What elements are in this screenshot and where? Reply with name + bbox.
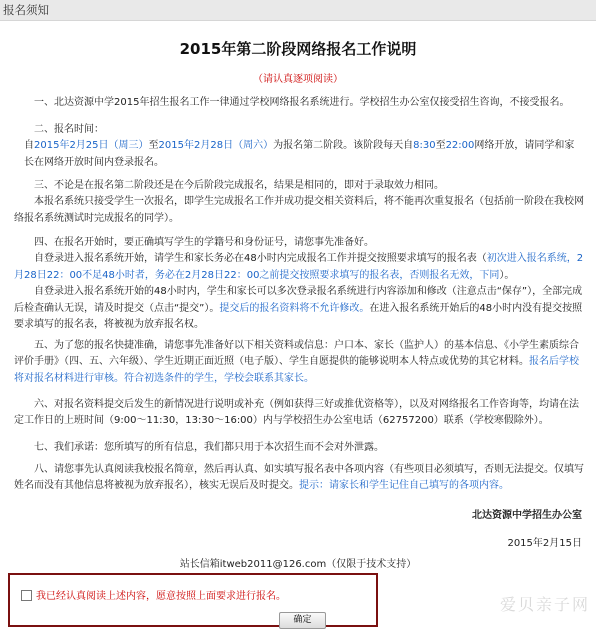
window-title: 报名须知 xyxy=(3,3,49,17)
signature-date: 2015年2月15日 xyxy=(507,538,582,549)
section-2 xyxy=(14,122,584,171)
agree-checkbox[interactable] xyxy=(21,590,32,601)
window-titlebar xyxy=(0,0,596,21)
section-3: 三、不论是在报名第二阶段还是在今后阶段完成报名，结果是相同的，即对于录取效力相同。 本报名系统只接受学生一次报名，即学生完成报名工作并成功提交相关资料后，将不能再次重复报名（包括前一阶段在我校网络报名系统测试时完成报名的同学）。 xyxy=(14,180,584,224)
section-2-body: 自2015年2月25日（周三）至2015年2月28日（周六）为报名第二阶段。该阶段每天自8:30至22:00网络开放，请同学和家长在网络开放时间内登录报名。 xyxy=(24,140,575,168)
section-7: 七、我们承诺：您所填写的所有信息，我们都只用于本次招生而不会对外泄露。 xyxy=(34,442,384,453)
section-5: 五、为了您的报名快捷准确，请您事先准备好以下相关资料或信息：户口本、家长（监护人）的基本信息、《小学生素质综合评价手册》（四、五、六年级）、学生近期正面近照（电子版）、学生自愿提供的能够说明本人特点或优势的其它材料。报名后学校将对报名材料进行审核。符合初选条件的学生，学校会联系其家长。 xyxy=(14,340,579,384)
section-4: 四、在报名开始时，要正确填写学生的学籍号和身份证号，请您事先准备好。 自登录进入报名系统开始，请学生和家长务必在48小时内完成报名工作并提交按照要求填写的报名表（初次进入报名系统，2月28日22：00不足48小时者，务必在2月28日22：00之前提交按照要求填写的报名表，否则报名无效，下同）。 自登录进入报名系统开始的48小时内，学生和家长可以多次登录报名系统进行内容添加和修改（注意点击“保存”），全部完成后检查确认无误，请及时提交（点击“提交”）。提交后的报名资料将不允许修改。在进入报名系统开始后的48小时内没有提交按照要求填写的报名表，将被视为放弃报名权。 xyxy=(14,237,584,331)
contact-line: 站长信箱itweb2011@126.com（仅限于技术支持） xyxy=(179,559,417,570)
section-6: 六、对报名资料提交后发生的新情况进行说明或补充（例如获得三好或推优资格等），以及对网络报名工作咨询等，均请在法定工作日的上班时间（9:00～11:30，13:30～16:00）内与学校招生办公室电话（62757200）联系（学校寒假除外）。 xyxy=(14,399,579,427)
confirm-button[interactable]: 确定 xyxy=(279,612,326,629)
agree-label[interactable]: 我已经认真阅读上述内容，愿意按照上面要求进行报名。 xyxy=(36,591,286,602)
signature-org: 北达资源中学招生办公室 xyxy=(472,510,582,521)
watermark: 爱贝亲子网 xyxy=(499,595,590,614)
page-title: 2015年第二阶段网络报名工作说明 xyxy=(179,40,417,58)
read-notice: （请认真逐项阅读） xyxy=(253,74,343,85)
section-8: 八、请您事先认真阅读我校报名简章，然后再认真、如实填写报名表中各项内容（有些项目必须填写，否则无法提交。仅填写姓名而没有其他信息将被视为放弃报名），核实无误后及时提交。提示：请家长和学生记住自己填写的各项内容。 xyxy=(14,464,584,492)
section-2-heading: 二、报名时间： xyxy=(34,124,104,135)
section-1: 一、北达资源中学2015年招生报名工作一律通过学校网络报名系统进行。学校招生办公室仅接受招生咨询，不接受报名。 xyxy=(34,97,570,108)
